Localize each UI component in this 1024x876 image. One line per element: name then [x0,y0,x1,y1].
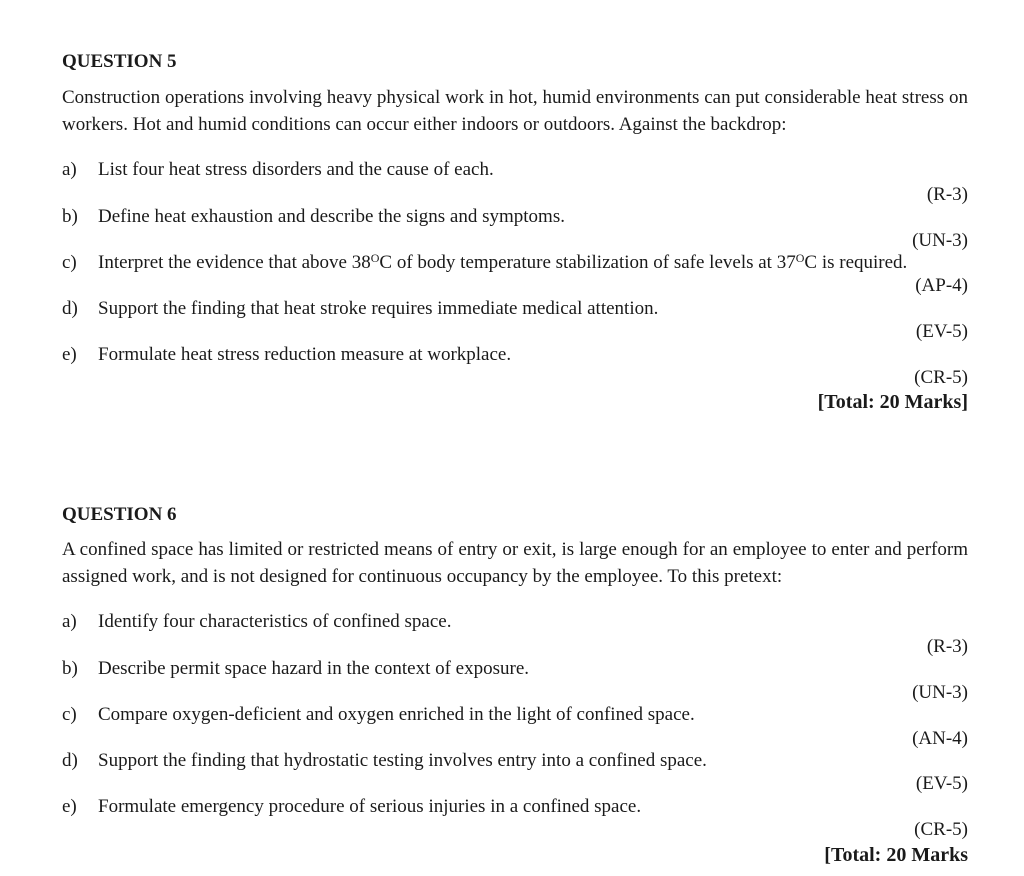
q5-item-e-mark: (CR-5) [914,367,968,388]
q5-item-b-mark: (UN-3) [912,230,968,251]
q6-item-a-mark: (R-3) [926,636,968,657]
q6-item-b-text: Describe permit space hazard in the context of exposure. [98,658,530,679]
q6-item-e-text: Formulate emergency procedure of serious injuries in a confined space. [98,796,642,817]
q5-item-e-label: e) [62,344,77,365]
q6-item-d-label: d) [62,750,78,771]
q6-item-b-mark: (UN-3) [912,682,968,703]
q5-item-e-text: Formulate heat stress reduction measure at workplace. [98,344,512,365]
q5-item-d-text: Support the finding that heat stroke requires immediate medical attention. [98,298,659,319]
q6-item-d-mark: (EV-5) [915,773,968,794]
q6-item-e-label: e) [62,796,77,817]
q6-item-a-label: a) [62,611,77,632]
q6-item-c-label: c) [62,704,77,725]
q5-item-c-mark: (AP-4) [915,275,968,296]
q6-item-c-text: Compare oxygen-deficient and oxygen enriched in the light of confined space. [98,704,695,725]
q6-item-c-mark: (AN-4) [912,728,968,749]
q5-item-a-mark: (R-3) [926,184,968,205]
q5-item-a-text: List four heat stress disorders and the cause of each. [98,159,494,180]
q5-item-b-label: b) [62,206,78,227]
q5-item-d-mark: (EV-5) [915,321,968,342]
question-5-heading: QUESTION 5 [62,51,177,72]
q5-item-c-text: Interpret the evidence that above $38^OC$ of body temperature stabilization of safe levels at $37^OC$ is required. [98,251,908,273]
q5-item-b-text: Define heat exhaustion and describe the signs and symptoms. [98,206,565,227]
q5-item-c-label: c) [62,252,77,273]
question-6-heading: QUESTION 6 [62,504,177,525]
q5-item-d-label: d) [62,298,78,319]
q6-item-a-text: Identify four characteristics of confined space. [98,611,452,632]
question-6-intro: A confined space has limited or restricted means of entry or exit, is large enough for an employee to enter and perform assigned work, and is not designed for continuous occupancy by the employee. To this pretext: [62,539,968,587]
q6-item-b-label: b) [62,658,78,679]
q6-item-e-mark: (CR-5) [914,819,968,840]
q5-item-a-label: a) [62,159,77,180]
q6-total-marks: [Total: 20 Marks [824,844,968,866]
question-5-intro: Construction operations involving heavy physical work in hot, humid environments can put considerable heat stress on workers. Hot and humid conditions can occur either indoors or outdoors. Against the backdrop: [62,87,968,135]
q5-total-marks: [Total: 20 Marks] [817,391,968,413]
q6-item-d-text: Support the finding that hydrostatic testing involves entry into a confined space. [98,750,707,771]
